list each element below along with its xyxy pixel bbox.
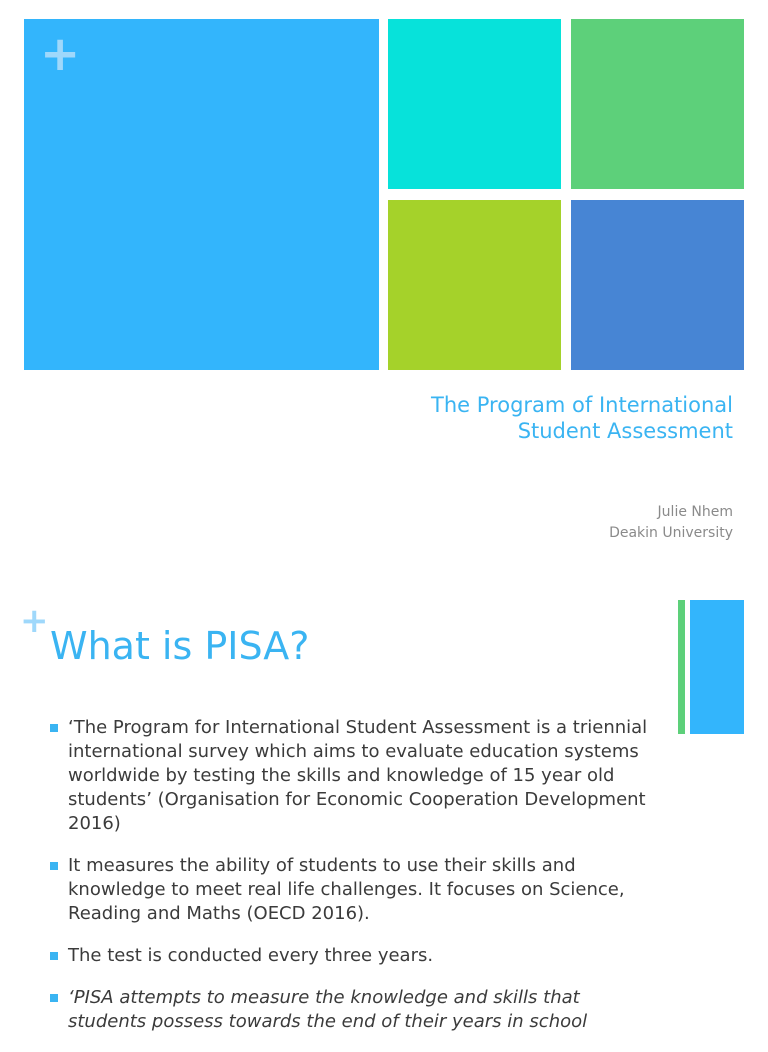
- tile-steel-blue: [571, 200, 744, 370]
- bullet-list: [50, 716, 650, 1052]
- tile-lime: [388, 200, 561, 370]
- tile-green: [571, 19, 744, 189]
- list-item: [50, 944, 650, 968]
- list-item: [50, 854, 650, 926]
- list-item: [50, 716, 650, 836]
- bullet-text: ‘The Program for International Student Assessment is a triennial international survey which aims to evaluate education systems worldwide by testing the skills and knowledge of 15 year old students’ (Organisation for Economic Cooperation Development 2016): [68, 717, 648, 834]
- slide-title: [333, 392, 733, 444]
- tile-cyan: [388, 19, 561, 189]
- bullet-square-icon: [50, 994, 58, 1002]
- plus-icon: +: [40, 26, 81, 82]
- bullet-square-icon: [50, 724, 58, 732]
- bullet-text: It measures the ability of students to use their skills and knowledge to meet real life challenges. It focuses on Science, Reading and Maths (OECD 2016).: [68, 855, 625, 924]
- bullet-text: ‘PISA attempts to measure the knowledge and skills that students possess towards the end of their years in school: [68, 987, 588, 1032]
- accent-bar-green: [678, 600, 685, 734]
- bullet-square-icon: [50, 952, 58, 960]
- institution-name: Deakin University: [609, 525, 733, 541]
- slide-heading: What is PISA?: [50, 624, 310, 668]
- accent-bar-blue: [690, 600, 744, 734]
- byline: [433, 502, 733, 544]
- plus-icon: +: [20, 601, 49, 641]
- author-name: Julie Nhem: [657, 504, 733, 520]
- bullet-square-icon: [50, 862, 58, 870]
- list-item: [50, 986, 650, 1034]
- slide-title-line2: Student Assessment: [517, 419, 733, 443]
- bullet-text: The test is conducted every three years.: [68, 945, 434, 966]
- slide-title-line1: The Program of International: [431, 393, 733, 417]
